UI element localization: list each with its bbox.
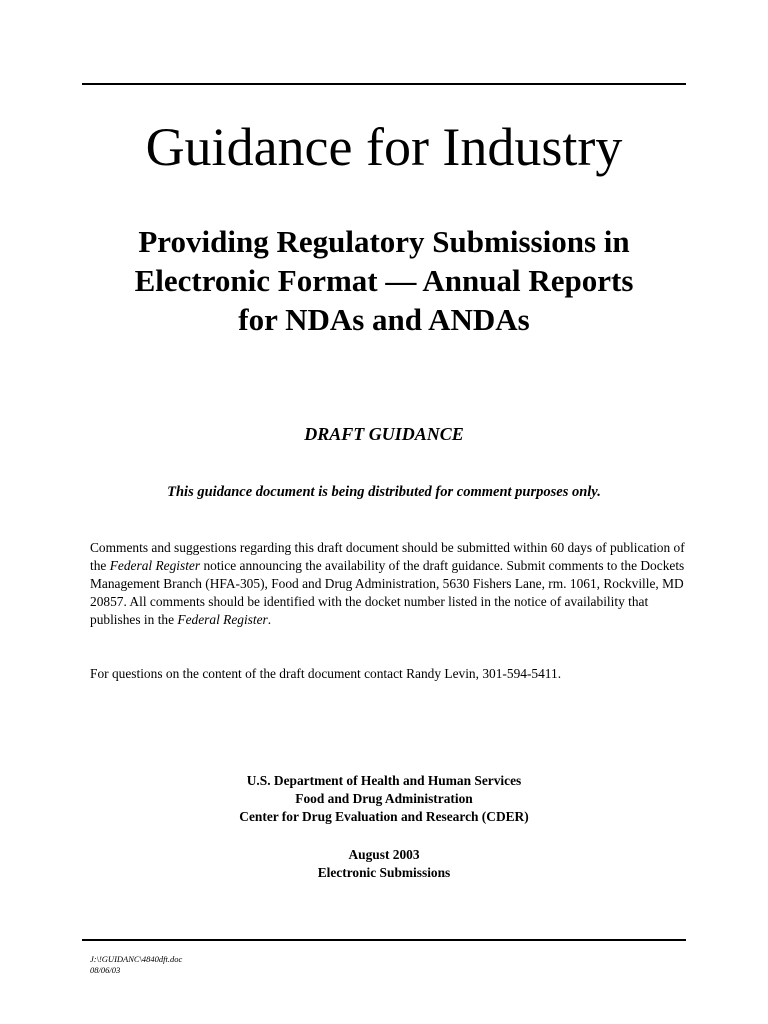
subtitle-line: for NDAs and ANDAs <box>238 302 530 337</box>
distribution-note: This guidance document is being distributed for comment purposes only. <box>167 484 601 500</box>
draft-guidance-label: DRAFT GUIDANCE <box>304 424 464 444</box>
footer-file-path: J:\!GUIDANC\4840dft.doc <box>90 954 183 964</box>
agency-line: Food and Drug Administration <box>295 791 473 806</box>
agency-line: U.S. Department of Health and Human Services <box>246 773 522 788</box>
page-title: Guidance for Industry <box>145 117 623 177</box>
comments-text: Comments and suggestions regarding this draft document should be submitted within 60 days of publication of the <box>90 540 685 573</box>
comments-text: notice announcing the availability of the draft guidance. Submit comments to the Dockets Management Branch (HFA-305), Food and Drug Administration, 5630 Fishers Lane, rm. 1061, Rockville, MD 20857. All comments should be identified with the docket number listed in the notice of availability that publishes in the <box>90 558 685 627</box>
footer-file-date: 08/06/03 <box>90 965 121 975</box>
document-subtitle <box>82 222 686 339</box>
comments-text: . <box>267 612 272 627</box>
bottom-rule <box>82 939 686 941</box>
agency-line: Center for Drug Evaluation and Research (CDER) <box>239 809 529 824</box>
comments-paragraph <box>90 539 690 629</box>
subtitle-line: Electronic Format — Annual Reports <box>134 263 634 298</box>
publication-date: August 2003 <box>348 847 420 862</box>
date-block <box>0 846 768 882</box>
subtitle-line: Providing Regulatory Submissions in <box>138 224 630 259</box>
questions-paragraph: For questions on the content of the draft document contact Randy Levin, 301-594-5411. <box>90 666 562 681</box>
federal-register-reference: Federal Register <box>177 612 268 627</box>
federal-register-reference: Federal Register <box>109 558 201 573</box>
program-name: Electronic Submissions <box>317 865 451 880</box>
agency-block <box>0 772 768 826</box>
top-rule <box>82 83 686 85</box>
footer <box>90 954 182 976</box>
